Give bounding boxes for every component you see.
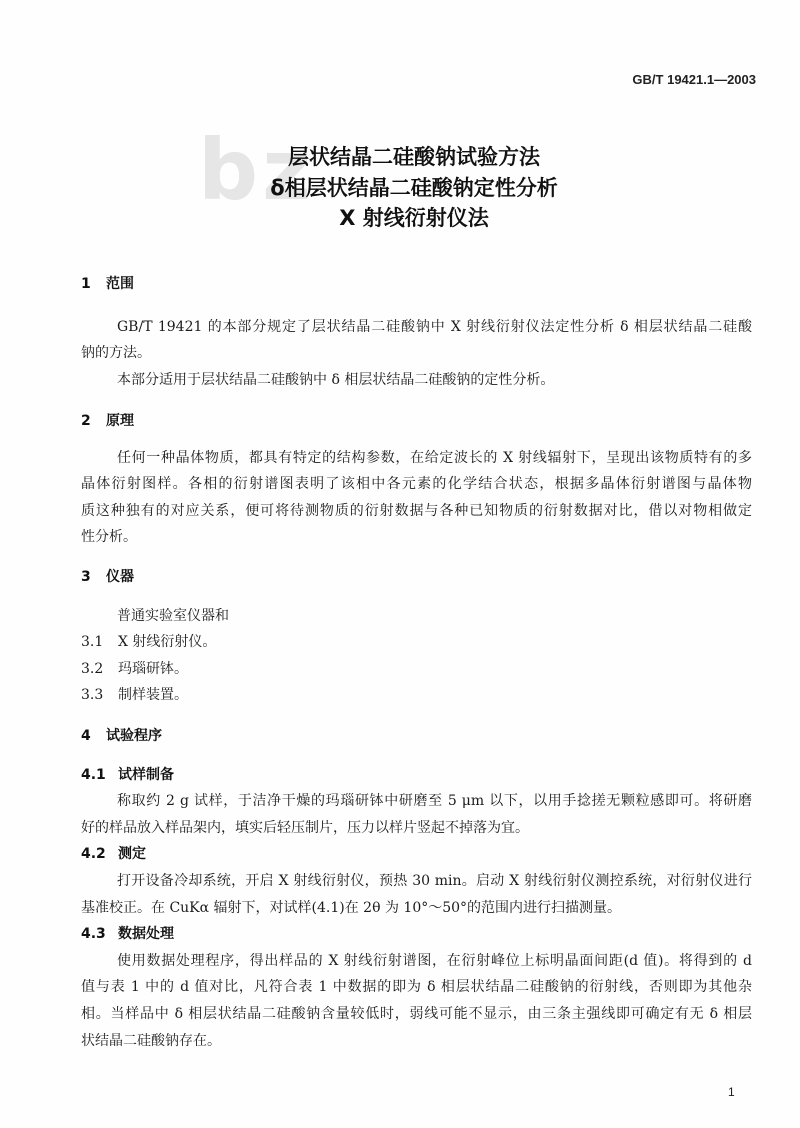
section-number: 3	[81, 568, 91, 585]
section-number: 1	[81, 275, 91, 292]
apparatus-item	[81, 629, 752, 656]
document-title	[100, 142, 728, 234]
subsection-number: 4.2	[81, 846, 106, 863]
section-title: 范围	[106, 275, 134, 292]
apparatus-item	[81, 682, 752, 709]
section-body-procedure	[81, 762, 752, 1055]
paragraph-line: 晶体衍射图样。各相的衍射谱图表明了该相中各元素的化学结合状态，根据多晶体衍射谱图与晶体物	[81, 476, 752, 493]
paragraph-line: 任何一种晶体物质，都具有特定的结构参数，在给定波长的 X 射线辐射下，呈现出该物质特有的多	[117, 449, 752, 466]
item-number: 3.3	[81, 687, 104, 704]
paragraph-line: 使用数据处理程序，得出样品的 X 射线衍射谱图，在衍射峰位上标明晶面间距(d 值)。将得到的 d	[117, 952, 752, 969]
page-number: 1	[728, 1085, 735, 1099]
title-line-3: X 射线衍射仪法	[339, 206, 489, 231]
paragraph-line: 钠的方法。	[81, 345, 151, 362]
subsection-title: 测定	[118, 846, 146, 863]
section-body-scope	[81, 314, 752, 394]
standard-code-header: GB/T 19421.1—2003	[632, 72, 756, 87]
section-title: 试验程序	[106, 727, 162, 744]
title-line-2: δ相层状结晶二硅酸钠定性分析	[270, 175, 558, 200]
subsection-heading-data-processing	[81, 921, 752, 948]
subsection-title: 数据处理	[118, 926, 174, 943]
paragraph-line: 相。当样品中 δ 相层状结晶二硅酸钠含量较低时，弱线可能不显示，由三条主强线即可确定有无 δ 相层	[81, 1006, 752, 1023]
paragraph-line: 值与表 1 中的 d 值对比，凡符合表 1 中数据的即为 δ 相层状结晶二硅酸钠的衍射线，否则即为其他杂	[81, 979, 752, 996]
paragraph-line: 质这种独有的对应关系，便可将待测物质的衍射数据与各种已知物质的衍射数据对比，借以对物相做定	[81, 502, 752, 519]
paragraph-line: 状结晶二硅酸钠存在。	[81, 1032, 221, 1049]
item-text: X 射线衍射仪。	[118, 634, 217, 651]
subsection-number: 4.1	[81, 766, 106, 783]
section-heading-apparatus	[81, 564, 752, 591]
section-body-apparatus	[81, 603, 752, 709]
item-text: 玛瑙研钵。	[118, 660, 188, 677]
section-heading-principle	[81, 408, 752, 435]
paragraph-line: 打开设备冷却系统，开启 X 射线衍射仪，预热 30 min。启动 X 射线衍射仪测控系统，对衍射仪进行	[117, 873, 752, 890]
paragraph-line: 本部分适用于层状结晶二硅酸钠中 δ 相层状结晶二硅酸钠的定性分析。	[117, 371, 555, 388]
subsection-number: 4.3	[81, 926, 106, 943]
subsection-heading-sample-preparation	[81, 762, 752, 789]
subsection-title: 试样制备	[118, 766, 174, 783]
apparatus-intro: 普通实验室仪器和	[117, 607, 229, 624]
paragraph-line: GB/T 19421 的本部分规定了层状结晶二硅酸钠中 X 射线衍射仪法定性分析 δ 相层状结晶二硅酸	[117, 318, 752, 335]
section-number: 4	[81, 727, 91, 744]
section-title: 原理	[106, 412, 134, 429]
title-line-1: 层状结晶二硅酸钠试验方法	[288, 145, 540, 169]
item-number: 3.1	[81, 634, 104, 651]
section-body-principle	[81, 445, 752, 551]
item-number: 3.2	[81, 660, 104, 677]
item-text: 制样装置。	[118, 687, 188, 704]
watermark: bz	[198, 121, 316, 219]
section-number: 2	[81, 412, 91, 429]
section-heading-scope	[81, 271, 752, 298]
paragraph-line: 性分析。	[81, 529, 137, 546]
paragraph-line: 好的样品放入样品架内，填实后轻压制片，压力以样片竖起不掉落为宜。	[81, 819, 529, 836]
paragraph-line: 称取约 2 g 试样，于洁净干燥的玛瑙研钵中研磨至 5 μm 以下，以用手捻搓无颗粒感即可。将研磨	[117, 793, 752, 810]
apparatus-item	[81, 656, 752, 683]
paragraph-line: 基准校正。在 CuKα 辐射下，对试样(4.1)在 2θ 为 10°～50°的范围内进行扫描测量。	[81, 899, 622, 916]
section-title: 仪器	[106, 568, 134, 585]
section-heading-procedure	[81, 723, 752, 750]
subsection-heading-measurement	[81, 841, 752, 868]
